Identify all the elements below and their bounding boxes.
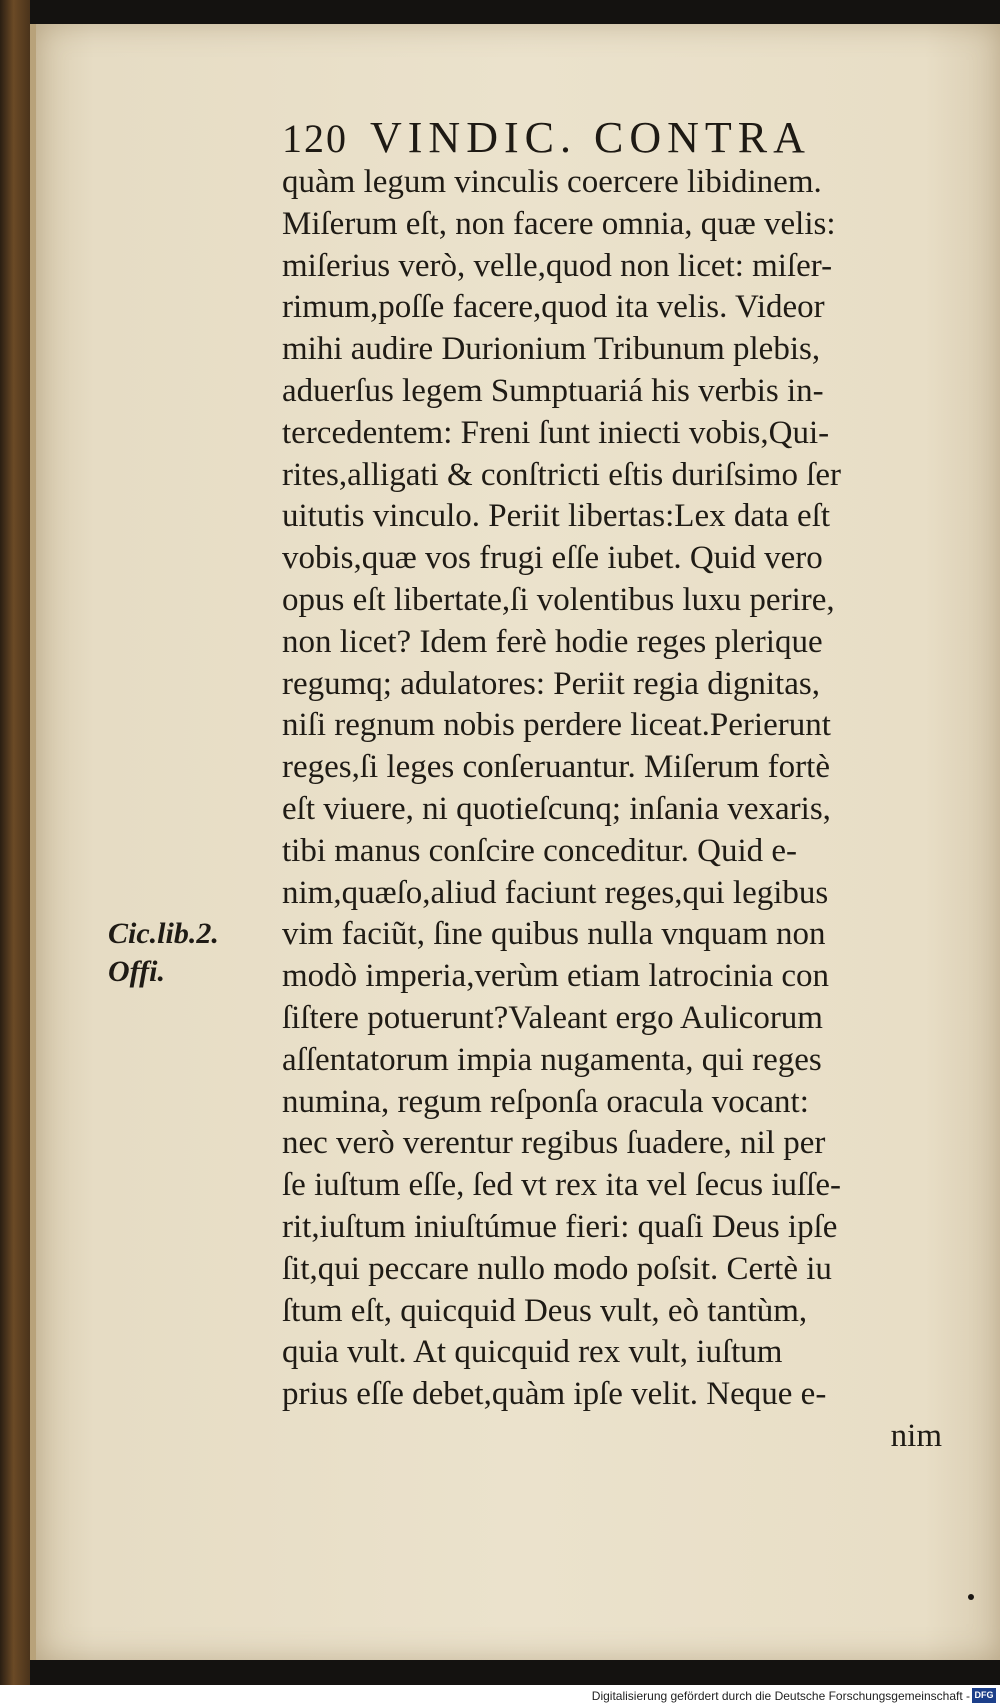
text-line: ſit,qui peccare nullo modo poſsit. Certè iu bbox=[282, 1250, 832, 1287]
text-line: quàm legum vinculis coercere libidinem. bbox=[282, 164, 822, 200]
text-line: prius eſſe debet,quàm ipſe velit. Neque e- bbox=[282, 1376, 827, 1413]
text-line: rites,alligati & conſtricti eſtis duriſsimo ſer bbox=[282, 456, 842, 493]
ink-dot bbox=[968, 1594, 974, 1600]
book-spine bbox=[0, 0, 30, 1685]
text-line: tibi manus conſcire conceditur. Quid e- bbox=[282, 832, 798, 869]
text-line: Miſerum eſt, non facere omnia, quæ velis: bbox=[282, 205, 836, 242]
text-line: ſe iuſtum eſſe, ſed vt rex ita vel ſecus iuſſe- bbox=[282, 1167, 841, 1204]
text-line: vim faciũt, ſine quibus nulla vnquam non bbox=[282, 916, 826, 953]
text-line: rimum,poſſe facere,quod ita velis. Videor bbox=[282, 289, 825, 326]
text-line: ſtum eſt, quicquid Deus vult, eò tantùm, bbox=[282, 1292, 808, 1329]
text-line: tercedentem: Freni ſunt iniecti vobis,Qui- bbox=[282, 414, 830, 451]
body-text bbox=[282, 162, 942, 1458]
text-line: uitutis vinculo. Periit libertas:Lex data eſt bbox=[282, 498, 831, 535]
text-line: niſi regnum nobis perdere liceat.Perierunt bbox=[282, 707, 831, 744]
text-line: reges,ſi leges conſeruantur. Miſerum fortè bbox=[282, 749, 830, 786]
text-line: rit,iuſtum iniuſtúmue fieri: quaſi Deus ipſe bbox=[282, 1208, 838, 1245]
footer-bar bbox=[0, 1685, 1000, 1707]
running-header bbox=[282, 112, 922, 163]
margin-note-line: Cic.lib.2. bbox=[108, 917, 219, 950]
text-line: regumq; adulatores: Periit regia dignitas, bbox=[282, 665, 820, 702]
text-line: nim,quæſo,aliud faciunt reges,qui legibus bbox=[282, 874, 829, 911]
text-line: miſerius verò, velle,quod non licet: miſer- bbox=[282, 247, 833, 284]
marginal-note bbox=[108, 915, 258, 991]
running-title: VINDIC. CONTRA bbox=[370, 113, 811, 162]
text-line: ſiſtere potuerunt?Valeant ergo Aulicorum bbox=[282, 999, 823, 1036]
page-number: 120 bbox=[282, 116, 348, 161]
text-line: eſt viuere, ni quotieſcunq; inſania vexaris, bbox=[282, 790, 831, 827]
text-line: quia vult. At quicquid rex vult, iuſtum bbox=[282, 1334, 783, 1371]
text-line: vobis,quæ vos frugi eſſe iubet. Quid vero bbox=[282, 540, 823, 577]
text-line: nec verò verentur regibus ſuadere, nil per bbox=[282, 1125, 826, 1162]
text-line: aſſentatorum impia nugamenta, qui reges bbox=[282, 1041, 822, 1078]
text-line: mihi audire Durionium Tribunum plebis, bbox=[282, 331, 821, 368]
funding-credit: Digitalisierung gefördert durch die Deutsche Forschungsgemeinschaft - bbox=[591, 1689, 970, 1703]
text-line: aduerſus legem Sumptuariá his verbis in- bbox=[282, 372, 824, 409]
text-line: non licet? Idem ferè hodie reges plerique bbox=[282, 623, 823, 660]
margin-note-line: Offi. bbox=[108, 955, 165, 988]
text-line: numina, regum reſponſa oracula vocant: bbox=[282, 1083, 809, 1120]
text-line: opus eſt libertate,ſi volentibus luxu perire, bbox=[282, 581, 835, 618]
text-line: modò imperia,verùm etiam latrocinia con bbox=[282, 958, 830, 995]
catchword: nim bbox=[890, 1417, 942, 1454]
dfg-logo: DFG bbox=[972, 1688, 996, 1703]
